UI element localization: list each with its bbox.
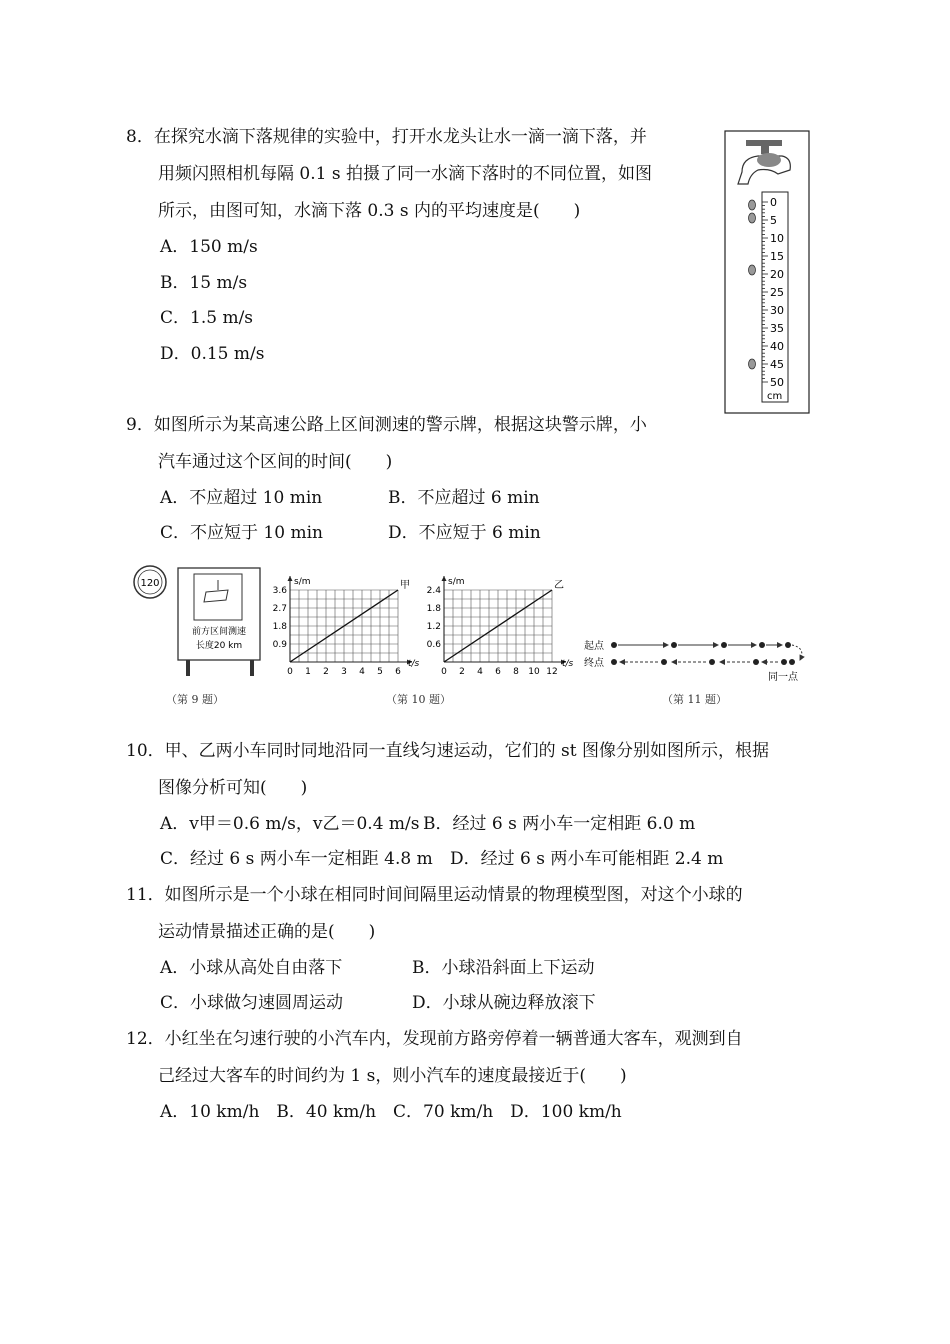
ruler-label: 15 [770,250,784,263]
ball-back-2 [781,659,787,665]
ball-out-1 [611,642,617,648]
ruler-label: 0 [770,196,777,209]
x-tick-label: 6 [395,667,401,677]
x-tick-label: 1 [305,667,311,677]
start-label: 起点 [584,641,604,652]
q9-caption: （第 9 题） [166,693,224,706]
x-tick-label: 0 [287,667,293,677]
q9-stem-line1: 9．如图所示为某高速公路上区间测速的警示牌，根据这块警示牌，小 [126,415,647,435]
y-tick-label: 2.4 [426,586,441,596]
x-tick-label: 2 [323,667,329,677]
water-drop-3 [749,265,756,275]
x-axis-label: t/s [562,659,574,669]
q10-stem-line1: 10．甲、乙两小车同时同地沿同一直线匀速运动，它们的 st 图像分别如图所示，根据 [126,741,769,761]
q10-option-a: A．v甲＝0.6 m/s，v乙＝0.4 m/s [160,814,420,834]
q8-faucet-ruler-figure [724,130,810,414]
x-tick-label: 4 [477,667,483,677]
q9-stem-line2: 汽车通过这个区间的时间( ) [158,452,393,472]
ruler-label: 10 [770,232,784,245]
x-axis-label: t/s [408,659,420,669]
q8-option-a: A．150 m/s [160,237,258,257]
q9-option-c: C．不应短于 10 min [160,523,323,543]
q8-option-d: D．0.15 m/s [160,344,265,364]
q10-option-d: D．经过 6 s 两小车可能相距 2.4 m [450,849,724,869]
sign-text-line1: 前方区间测速 [191,627,247,637]
q8-stem-line2: 用频闪照相机每隔 0.1 s 拍摄了同一水滴下落时的不同位置，如图 [158,164,652,184]
y-axis-arrow [442,576,447,581]
y-axis-arrow [288,576,293,581]
q10-option-c: C．经过 6 s 两小车一定相距 4.8 m [160,849,433,869]
q10-option-b: B．经过 6 s 两小车一定相距 6.0 m [423,814,696,834]
q11-caption: （第 11 题） [662,693,727,706]
x-tick-label: 8 [513,667,519,677]
sign-text-line2: 长度20 km [195,641,243,651]
y-tick-label: 1.8 [272,622,287,632]
outbound-track [611,642,791,648]
y-axis-label: s/m [448,577,465,587]
q11-option-b: B．小球沿斜面上下运动 [412,958,595,978]
chart-jia [268,570,420,682]
q8-stem-line1: 8．在探究水滴下落规律的实验中，打开水龙头让水一滴一滴下落，并 [126,127,647,147]
q11-stem-line1: 11．如图所示是一个小球在相同时间间隔里运动情景的物理模型图，对这个小球的 [126,885,743,905]
ball-out-5 [785,642,791,648]
q9-speed-sign-figure [128,560,268,688]
series-label: 甲 [400,580,410,591]
x-tick-label: 12 [546,667,558,677]
q11-option-c: C．小球做匀速圆周运动 [160,993,344,1013]
x-tick-label: 2 [459,667,465,677]
water-drop-1 [749,200,756,210]
y-tick-label: 2.7 [272,604,287,614]
ball-out-4 [759,642,765,648]
series-label: 乙 [554,580,564,591]
ball-back-6 [611,659,617,665]
q9-option-a: A．不应超过 10 min [160,488,323,508]
q9-option-d: D．不应短于 6 min [388,523,541,543]
q11-option-a: A．小球从高处自由落下 [160,958,343,978]
ruler-unit: cm [767,391,783,402]
ball-back-5 [661,659,667,665]
x-tick-label: 5 [377,667,383,677]
turnaround-arrow [792,645,802,660]
water-drop-4 [749,359,756,369]
ball-back-3 [753,659,759,665]
ball-back-4 [709,659,715,665]
y-tick-label: 1.2 [426,622,441,632]
return-track [611,659,795,665]
x-tick-label: 10 [528,667,540,677]
q12-stem-line1: 12．小红坐在匀速行驶的小汽车内，发现前方路旁停着一辆普通大客车，观测到自 [126,1029,743,1049]
q12-stem-line2: 己经过大客车的时间约为 1 s，则小汽车的速度最接近于( ) [158,1066,627,1086]
y-tick-label: 0.9 [272,640,287,650]
ball-out-3 [721,642,727,648]
ruler-label: 5 [770,214,777,227]
ruler-label: 35 [770,322,784,335]
q8-stem-line3: 所示，由图可知，水滴下落 0.3 s 内的平均速度是( ) [158,201,581,221]
end-label: 终点 [584,658,604,669]
y-tick-label: 1.8 [426,604,441,614]
x-tick-label: 3 [341,667,347,677]
ruler-label: 45 [770,358,784,371]
q10-stem-line2: 图像分析可知( ) [158,778,308,798]
y-tick-label: 0.6 [426,640,441,650]
q11-motion-figure [578,630,818,686]
ruler-label: 40 [770,340,784,353]
x-tick-label: 6 [495,667,501,677]
y-tick-label: 3.6 [272,586,287,596]
q11-stem-line2: 运动情景描述正确的是( ) [158,922,376,942]
water-drop-2 [749,213,756,223]
q9-option-b: B．不应超过 6 min [388,488,540,508]
y-axis-label: s/m [294,577,311,587]
x-tick-label: 0 [441,667,447,677]
same-point-label: 同一点 [768,672,798,683]
ruler-label: 25 [770,286,784,299]
q8-option-c: C．1.5 m/s [160,308,254,328]
ball-back-1 [789,659,795,665]
q11-option-d: D．小球从碗边释放滚下 [412,993,596,1013]
x-tick-label: 4 [359,667,365,677]
ruler-label: 20 [770,268,784,281]
ball-out-2 [671,642,677,648]
q8-option-b: B．15 m/s [160,273,248,293]
chart-yi [422,570,572,682]
ruler-label: 50 [770,376,784,389]
q10-caption: （第 10 题） [386,693,451,706]
speed-limit-value: 120 [140,578,160,589]
q12-options: A．10 km/h B．40 km/h C．70 km/h D．100 km/h [160,1102,622,1122]
ruler-label: 30 [770,304,784,317]
